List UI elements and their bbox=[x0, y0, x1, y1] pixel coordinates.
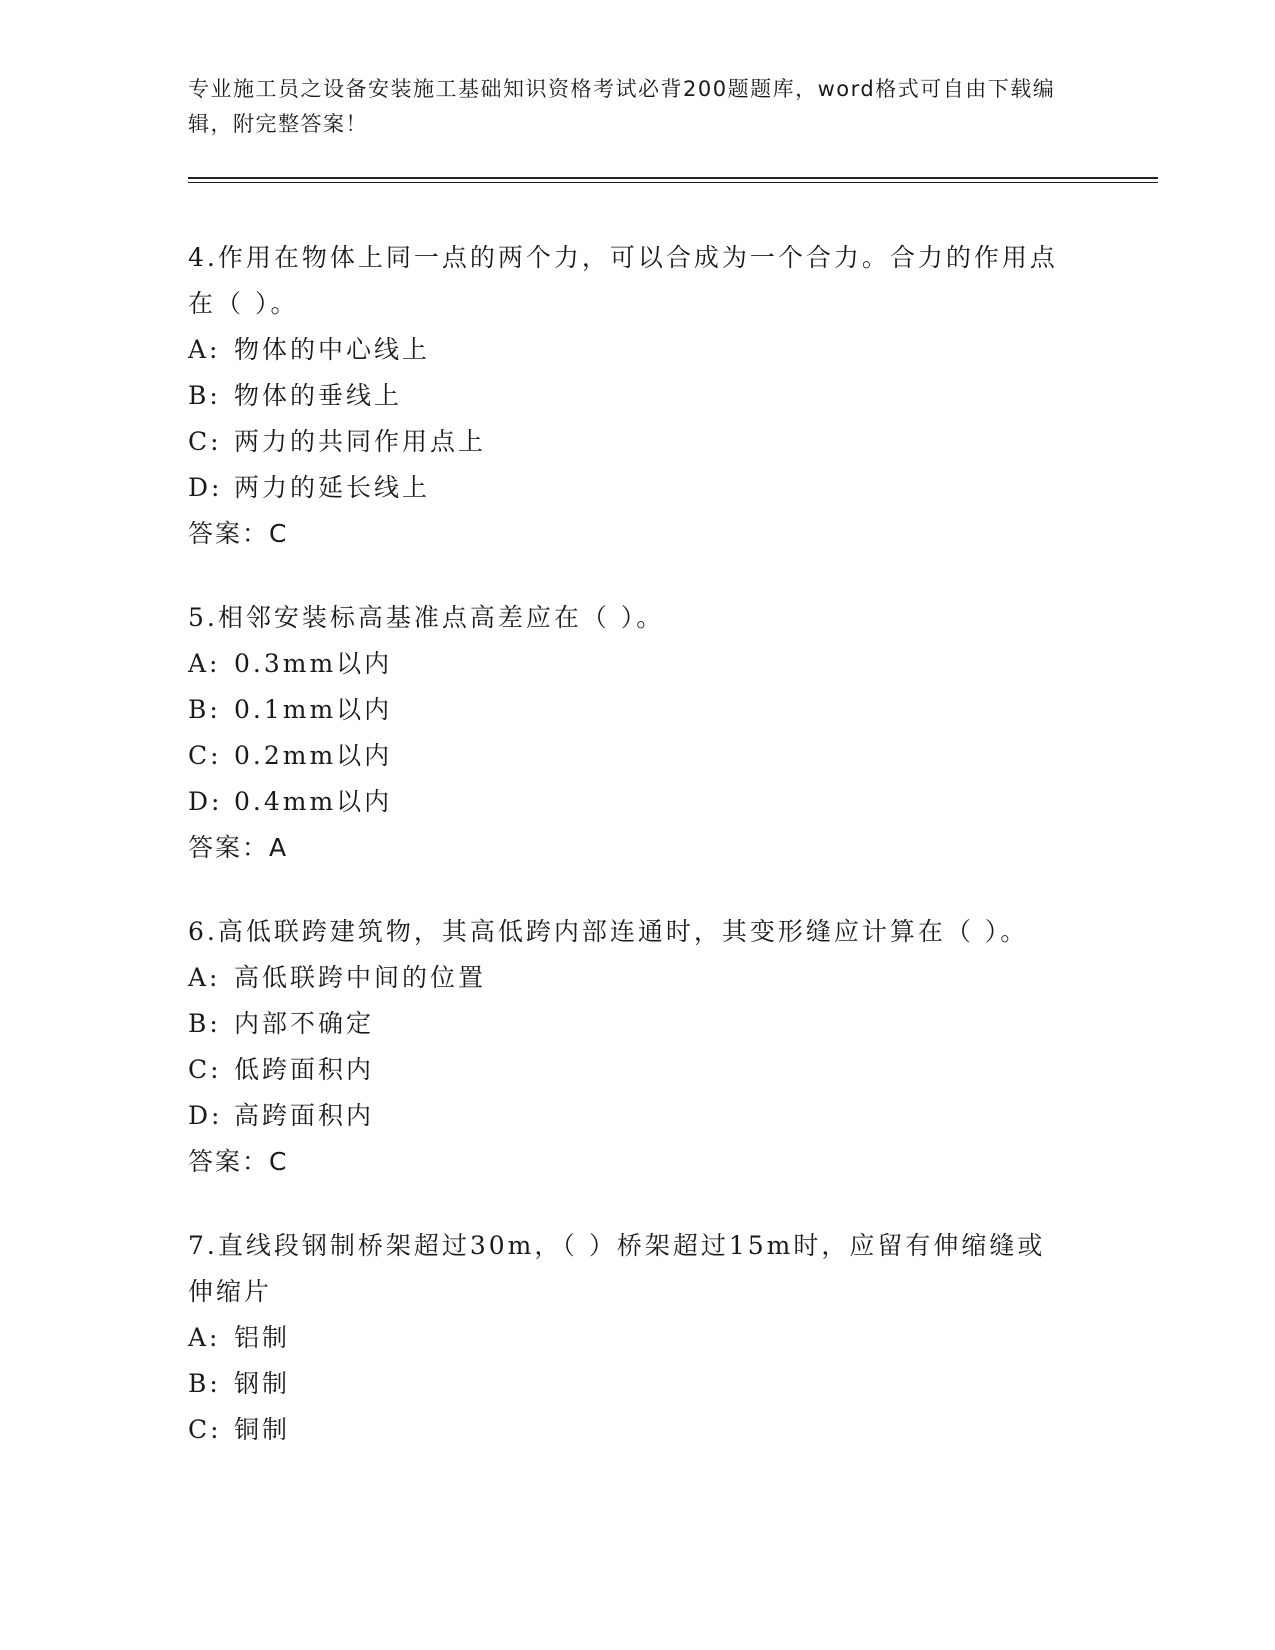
option-b bbox=[188, 1001, 1068, 1047]
option-a bbox=[188, 1315, 1068, 1361]
option-text: 钢制 bbox=[234, 1369, 291, 1398]
option-c bbox=[188, 419, 1068, 465]
option-text: 铝制 bbox=[234, 1323, 291, 1352]
option-text: 高低联跨中间的位置 bbox=[234, 963, 487, 992]
option-text: 两力的共同作用点上 bbox=[234, 427, 487, 456]
question-stem: 6.高低联跨建筑物，其高低跨内部连通时，其变形缝应计算在（ ）。 bbox=[188, 917, 1029, 946]
answer-label: 答案：A bbox=[188, 833, 289, 862]
option-text: 0.1mm以内 bbox=[234, 695, 393, 724]
answer-label: 答案：C bbox=[188, 1147, 289, 1176]
option-c bbox=[188, 1047, 1068, 1093]
question-item bbox=[188, 909, 1068, 1185]
question-list bbox=[188, 235, 1068, 1491]
header-divider bbox=[188, 177, 1158, 183]
question-item bbox=[188, 235, 1068, 557]
question-item bbox=[188, 1223, 1068, 1453]
question-stem: 7.直线段钢制桥架超过30m，（ ）桥架超过15m时，应留有伸缩缝或伸缩片 bbox=[188, 1231, 1046, 1306]
option-a bbox=[188, 955, 1068, 1001]
question-item bbox=[188, 595, 1068, 871]
option-b bbox=[188, 1361, 1068, 1407]
option-text: 物体的中心线上 bbox=[234, 335, 431, 364]
option-letter: A: bbox=[188, 1323, 221, 1352]
option-text: 铜制 bbox=[234, 1415, 291, 1444]
option-letter: B: bbox=[188, 381, 221, 410]
option-d bbox=[188, 779, 1068, 825]
option-letter: D: bbox=[188, 473, 223, 502]
option-b bbox=[188, 373, 1068, 419]
document-header: 专业施工员之设备安装施工基础知识资格考试必背200题题库，word格式可自由下载编辑，附完整答案！ bbox=[188, 77, 1056, 136]
option-text: 0.4mm以内 bbox=[234, 787, 393, 816]
option-text: 0.3mm以内 bbox=[234, 649, 393, 678]
option-a bbox=[188, 641, 1068, 687]
option-letter: B: bbox=[188, 695, 221, 724]
option-letter: B: bbox=[188, 1009, 221, 1038]
option-a bbox=[188, 327, 1068, 373]
option-letter: C: bbox=[188, 741, 222, 770]
option-text: 高跨面积内 bbox=[234, 1101, 375, 1130]
option-text: 内部不确定 bbox=[234, 1009, 375, 1038]
answer-label: 答案：C bbox=[188, 519, 289, 548]
option-letter: D: bbox=[188, 1101, 223, 1130]
question-stem: 5.相邻安装标高基准点高差应在（ ）。 bbox=[188, 603, 665, 632]
option-letter: D: bbox=[188, 787, 223, 816]
option-b bbox=[188, 687, 1068, 733]
option-d bbox=[188, 465, 1068, 511]
option-letter: C: bbox=[188, 1415, 222, 1444]
option-letter: A: bbox=[188, 335, 221, 364]
option-c bbox=[188, 1407, 1068, 1453]
option-text: 两力的延长线上 bbox=[234, 473, 431, 502]
option-letter: B: bbox=[188, 1369, 221, 1398]
option-letter: C: bbox=[188, 1055, 222, 1084]
option-text: 0.2mm以内 bbox=[234, 741, 393, 770]
option-d bbox=[188, 1093, 1068, 1139]
question-stem: 4.作用在物体上同一点的两个力，可以合成为一个合力。合力的作用点在（ ）。 bbox=[188, 243, 1058, 318]
option-text: 物体的垂线上 bbox=[234, 381, 403, 410]
option-letter: C: bbox=[188, 427, 222, 456]
option-text: 低跨面积内 bbox=[234, 1055, 375, 1084]
option-letter: A: bbox=[188, 649, 221, 678]
option-c bbox=[188, 733, 1068, 779]
option-letter: A: bbox=[188, 963, 221, 992]
